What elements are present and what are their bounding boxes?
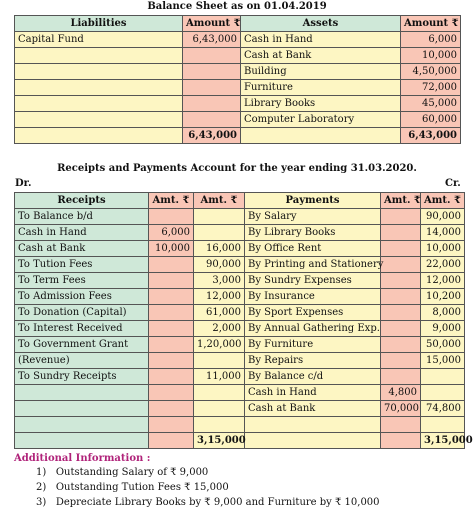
additional-info-title: Additional Information : bbox=[14, 453, 151, 464]
rp-row bbox=[15, 385, 465, 401]
receipt-amount-2: 16,000 bbox=[194, 241, 245, 257]
receipt-amount-2 bbox=[194, 209, 245, 225]
liability-amount bbox=[183, 96, 241, 112]
payment-amount-2: 15,000 bbox=[421, 353, 465, 369]
payment-amount-1 bbox=[381, 289, 421, 305]
receipt-amount-2: 90,000 bbox=[194, 257, 245, 273]
header-amt-2: Amt. ₹ bbox=[194, 193, 245, 209]
info-item bbox=[36, 467, 380, 482]
payment-label: By Furniture bbox=[245, 337, 381, 353]
rp-total-left: 3,15,000 bbox=[194, 433, 245, 449]
payment-label: By Insurance bbox=[245, 289, 381, 305]
info-item-number: 3) bbox=[36, 497, 47, 508]
payment-amount-1 bbox=[381, 209, 421, 225]
rp-row bbox=[15, 305, 465, 321]
payment-amount-2 bbox=[421, 417, 465, 433]
payment-amount-2: 14,000 bbox=[421, 225, 465, 241]
receipt-amount-2 bbox=[194, 401, 245, 417]
payment-label bbox=[245, 417, 381, 433]
header-amt-1: Amt. ₹ bbox=[149, 193, 194, 209]
header-assets: Assets bbox=[241, 16, 401, 32]
receipt-amount-1 bbox=[149, 337, 194, 353]
info-item bbox=[36, 482, 380, 497]
info-item-text: Depreciate Library Books by ₹ 9,000 and Furniture by ₹ 10,000 bbox=[55, 497, 380, 508]
payment-label: By Repairs bbox=[245, 353, 381, 369]
receipt-label bbox=[15, 385, 149, 401]
rp-row bbox=[15, 337, 465, 353]
receipt-amount-2: 2,000 bbox=[194, 321, 245, 337]
receipt-amount-2: 11,000 bbox=[194, 369, 245, 385]
liability-amount: 6,43,000 bbox=[183, 32, 241, 48]
liability-amount bbox=[183, 80, 241, 96]
payment-amount-2: 12,000 bbox=[421, 273, 465, 289]
asset-label: Furniture bbox=[241, 80, 401, 96]
receipt-label bbox=[15, 417, 149, 433]
receipt-amount-1 bbox=[149, 353, 194, 369]
receipt-label: To Balance b/d bbox=[15, 209, 149, 225]
asset-amount: 6,000 bbox=[401, 32, 461, 48]
receipt-amount-1: 6,000 bbox=[149, 225, 194, 241]
rp-row bbox=[15, 209, 465, 225]
receipt-label: To Tution Fees bbox=[15, 257, 149, 273]
header-liabilities: Liabilities bbox=[15, 16, 183, 32]
payment-amount-1 bbox=[381, 369, 421, 385]
payment-amount-1: 4,800 bbox=[381, 385, 421, 401]
receipt-amount-2: 3,000 bbox=[194, 273, 245, 289]
asset-amount: 10,000 bbox=[401, 48, 461, 64]
payment-label: Cash in Hand bbox=[245, 385, 381, 401]
receipt-amount-1 bbox=[149, 417, 194, 433]
payment-label: Cash at Bank bbox=[245, 401, 381, 417]
receipt-amount-1 bbox=[149, 321, 194, 337]
liability-label bbox=[15, 80, 183, 96]
payment-label: By Library Books bbox=[245, 225, 381, 241]
payment-amount-2: 90,000 bbox=[421, 209, 465, 225]
rp-row bbox=[15, 321, 465, 337]
receipt-amount-1 bbox=[149, 257, 194, 273]
info-item-text: Outstanding Salary of ₹ 9,000 bbox=[55, 467, 209, 478]
receipt-amount-1 bbox=[149, 369, 194, 385]
rp-row bbox=[15, 417, 465, 433]
asset-label: Cash in Hand bbox=[241, 32, 401, 48]
balance-sheet-row bbox=[15, 48, 461, 64]
cr-label: Cr. bbox=[445, 178, 461, 189]
additional-info-list bbox=[36, 467, 380, 512]
rp-row bbox=[15, 353, 465, 369]
receipt-amount-1: 10,000 bbox=[149, 241, 194, 257]
liability-label bbox=[15, 96, 183, 112]
asset-label: Computer Laboratory bbox=[241, 112, 401, 128]
balance-sheet-total-left: 6,43,000 bbox=[183, 128, 241, 144]
asset-amount: 72,000 bbox=[401, 80, 461, 96]
asset-amount: 4,50,000 bbox=[401, 64, 461, 80]
header-payments: Payments bbox=[245, 193, 381, 209]
receipt-amount-2: 12,000 bbox=[194, 289, 245, 305]
rp-header bbox=[15, 193, 465, 209]
payment-amount-2: 22,000 bbox=[421, 257, 465, 273]
header-receipts: Receipts bbox=[15, 193, 149, 209]
payment-amount-2: 10,000 bbox=[421, 241, 465, 257]
payment-amount-2 bbox=[421, 369, 465, 385]
payment-label: By Annual Gathering Exp. bbox=[245, 321, 381, 337]
payment-amount-1 bbox=[381, 321, 421, 337]
payment-amount-2 bbox=[421, 385, 465, 401]
payment-amount-2: 10,200 bbox=[421, 289, 465, 305]
balance-sheet-total-row bbox=[15, 128, 461, 144]
asset-amount: 45,000 bbox=[401, 96, 461, 112]
payment-label: By Salary bbox=[245, 209, 381, 225]
liability-amount bbox=[183, 112, 241, 128]
dr-label: Dr. bbox=[15, 178, 32, 189]
receipt-amount-1 bbox=[149, 385, 194, 401]
payment-amount-1 bbox=[381, 273, 421, 289]
payment-amount-1 bbox=[381, 337, 421, 353]
liability-label bbox=[15, 112, 183, 128]
rp-row bbox=[15, 241, 465, 257]
payment-label: By Office Rent bbox=[245, 241, 381, 257]
receipt-label: To Donation (Capital) bbox=[15, 305, 149, 321]
asset-label: Library Books bbox=[241, 96, 401, 112]
receipt-label: Cash in Hand bbox=[15, 225, 149, 241]
info-item-text: Outstanding Tution Fees ₹ 15,000 bbox=[55, 482, 229, 493]
rp-account-title: Receipts and Payments Account for the year ending 31.03.2020. bbox=[57, 163, 417, 174]
rp-row bbox=[15, 369, 465, 385]
payment-amount-1 bbox=[381, 257, 421, 273]
receipt-amount-1 bbox=[149, 401, 194, 417]
receipt-label: Cash at Bank bbox=[15, 241, 149, 257]
payment-amount-1 bbox=[381, 225, 421, 241]
payment-amount-1 bbox=[381, 241, 421, 257]
payment-label: By Sundry Expenses bbox=[245, 273, 381, 289]
liability-label bbox=[15, 48, 183, 64]
liability-amount bbox=[183, 64, 241, 80]
balance-sheet-total-right: 6,43,000 bbox=[401, 128, 461, 144]
receipt-label: To Term Fees bbox=[15, 273, 149, 289]
liability-label bbox=[15, 64, 183, 80]
balance-sheet-title: Balance Sheet as on 01.04.2019 bbox=[147, 1, 327, 12]
rp-row bbox=[15, 257, 465, 273]
rp-row bbox=[15, 273, 465, 289]
receipt-amount-2: 61,000 bbox=[194, 305, 245, 321]
receipt-amount-2 bbox=[194, 417, 245, 433]
rp-row bbox=[15, 225, 465, 241]
rp-row bbox=[15, 289, 465, 305]
asset-amount: 60,000 bbox=[401, 112, 461, 128]
balance-sheet-table bbox=[14, 15, 461, 144]
asset-label: Cash at Bank bbox=[241, 48, 401, 64]
payment-amount-1 bbox=[381, 353, 421, 369]
info-item bbox=[36, 497, 380, 512]
asset-label: Building bbox=[241, 64, 401, 80]
receipt-label bbox=[15, 401, 149, 417]
rp-account-table bbox=[14, 192, 473, 449]
payment-label: By Balance c/d bbox=[245, 369, 381, 385]
receipt-amount-1 bbox=[149, 209, 194, 225]
payment-amount-1 bbox=[381, 417, 421, 433]
payment-amount-2: 50,000 bbox=[421, 337, 465, 353]
header-amt-4: Amt. ₹ bbox=[421, 193, 465, 209]
info-item-number: 2) bbox=[36, 482, 47, 493]
receipt-amount-1 bbox=[149, 289, 194, 305]
balance-sheet-header bbox=[15, 16, 461, 32]
liability-amount bbox=[183, 48, 241, 64]
balance-sheet-row bbox=[15, 32, 461, 48]
rp-total-row bbox=[15, 433, 465, 449]
receipt-amount-1 bbox=[149, 273, 194, 289]
balance-sheet-row bbox=[15, 64, 461, 80]
liability-label: Capital Fund bbox=[15, 32, 183, 48]
header-amount-right: Amount ₹ bbox=[401, 16, 461, 32]
balance-sheet-row bbox=[15, 96, 461, 112]
receipt-label: To Interest Received bbox=[15, 321, 149, 337]
receipt-amount-2 bbox=[194, 353, 245, 369]
balance-sheet-row bbox=[15, 80, 461, 96]
receipt-amount-2 bbox=[194, 225, 245, 241]
payment-amount-2: 8,000 bbox=[421, 305, 465, 321]
header-amt-3: Amt. ₹ bbox=[381, 193, 421, 209]
payment-amount-2: 74,800 bbox=[421, 401, 465, 417]
payment-amount-1 bbox=[381, 305, 421, 321]
payment-label: By Sport Expenses bbox=[245, 305, 381, 321]
receipt-label: To Sundry Receipts bbox=[15, 369, 149, 385]
payment-amount-2: 9,000 bbox=[421, 321, 465, 337]
balance-sheet-row bbox=[15, 112, 461, 128]
receipt-label: To Admission Fees bbox=[15, 289, 149, 305]
rp-row bbox=[15, 401, 465, 417]
payment-amount-1: 70,000 bbox=[381, 401, 421, 417]
receipt-amount-2: 1,20,000 bbox=[194, 337, 245, 353]
receipt-label: (Revenue) bbox=[15, 353, 149, 369]
header-amount-left: Amount ₹ bbox=[183, 16, 241, 32]
receipt-amount-1 bbox=[149, 305, 194, 321]
info-item-number: 1) bbox=[36, 467, 47, 478]
receipt-amount-2 bbox=[194, 385, 245, 401]
rp-total-right: 3,15,000 bbox=[421, 433, 465, 449]
receipt-label: To Government Grant bbox=[15, 337, 149, 353]
payment-label: By Printing and Stationery bbox=[245, 257, 381, 273]
